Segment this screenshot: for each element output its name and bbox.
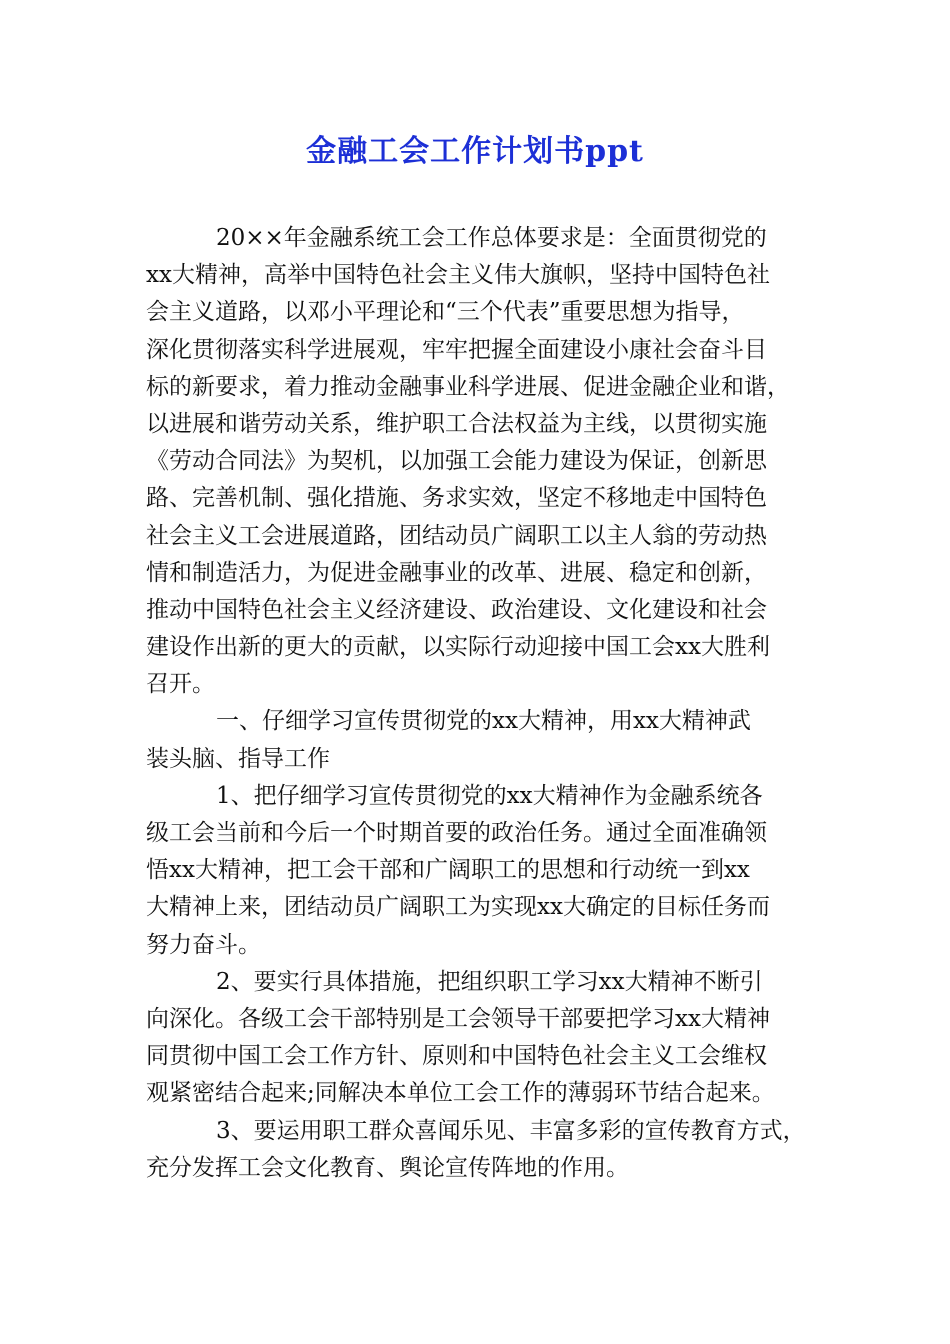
- paragraph-line: xx大精神，高举中国特色社会主义伟大旗帜，坚持中国特色社: [146, 262, 770, 289]
- paragraph-line: 会主义道路，以邓小平理论和“三个代表”重要思想为指导，: [146, 299, 745, 326]
- paragraph-line: 《劳动合同法》为契机，以加强工会能力建设为保证，创新思: [146, 448, 767, 475]
- paragraph-first-line: 20××年金融系统工会工作总体要求是：全面贯彻党的: [216, 225, 767, 251]
- document-title: 金融工会工作计划书ppt: [306, 134, 644, 169]
- paragraph-line: 观紧密结合起来;同解决本单位工会工作的薄弱环节结合起来。: [146, 1080, 775, 1107]
- paragraph-line: 悟xx大精神，把工会干部和广阔职工的思想和行动统一到xx: [146, 857, 750, 884]
- paragraph-line: 同贯彻中国工会工作方针、原则和中国特色社会主义工会维权: [146, 1043, 767, 1070]
- paragraph-line: 路、完善机制、强化措施、务求实效，坚定不移地走中国特色: [146, 485, 767, 512]
- paragraph-line: 装头脑、指导工作: [146, 745, 330, 772]
- paragraph-line: 建设作出新的更大的贡献，以实际行动迎接中国工会xx大胜利: [146, 634, 770, 661]
- paragraph-line: 努力奋斗。: [146, 931, 261, 958]
- paragraph-first-line: 1、把仔细学习宣传贯彻党的xx大精神作为金融系统各: [216, 782, 763, 809]
- paragraph-line: 向深化。各级工会干部特别是工会领导干部要把学习xx大精神: [146, 1005, 770, 1032]
- paragraph-line: 级工会当前和今后一个时期首要的政治任务。通过全面准确领: [146, 820, 767, 846]
- paragraph-line: 情和制造活力，为促进金融事业的改革、进展、稳定和创新，: [146, 559, 767, 586]
- paragraph-line: 标的新要求，着力推动金融事业科学进展、促进金融企业和谐，: [146, 373, 790, 400]
- paragraph-line: 推动中国特色社会主义经济建设、政治建设、文化建设和社会: [146, 596, 767, 623]
- paragraph-line: 社会主义工会进展道路，团结动员广阔职工以主人翁的劳动热: [146, 522, 767, 549]
- paragraph-first-line: 一、仔细学习宣传贯彻党的xx大精神，用xx大精神武: [216, 708, 751, 735]
- paragraph-first-line: 2、要实行具体措施，把组织职工学习xx大精神不断引: [216, 968, 763, 995]
- paragraph-line: 深化贯彻落实科学进展观，牢牢把握全面建设小康社会奋斗目: [146, 336, 767, 363]
- paragraph-line: 充分发挥工会文化教育、舆论宣传阵地的作用。: [146, 1154, 629, 1181]
- paragraph-line: 大精神上来，团结动员广阔职工为实现xx大确定的目标任务而: [146, 894, 770, 921]
- paragraph-first-line: 3、要运用职工群众喜闻乐见、丰富多彩的宣传教育方式，: [216, 1117, 806, 1144]
- paragraph-line: 以进展和谐劳动关系，维护职工合法权益为主线，以贯彻实施: [146, 410, 767, 437]
- paragraph-line: 召开。: [146, 671, 215, 698]
- document-body: [146, 220, 818, 1187]
